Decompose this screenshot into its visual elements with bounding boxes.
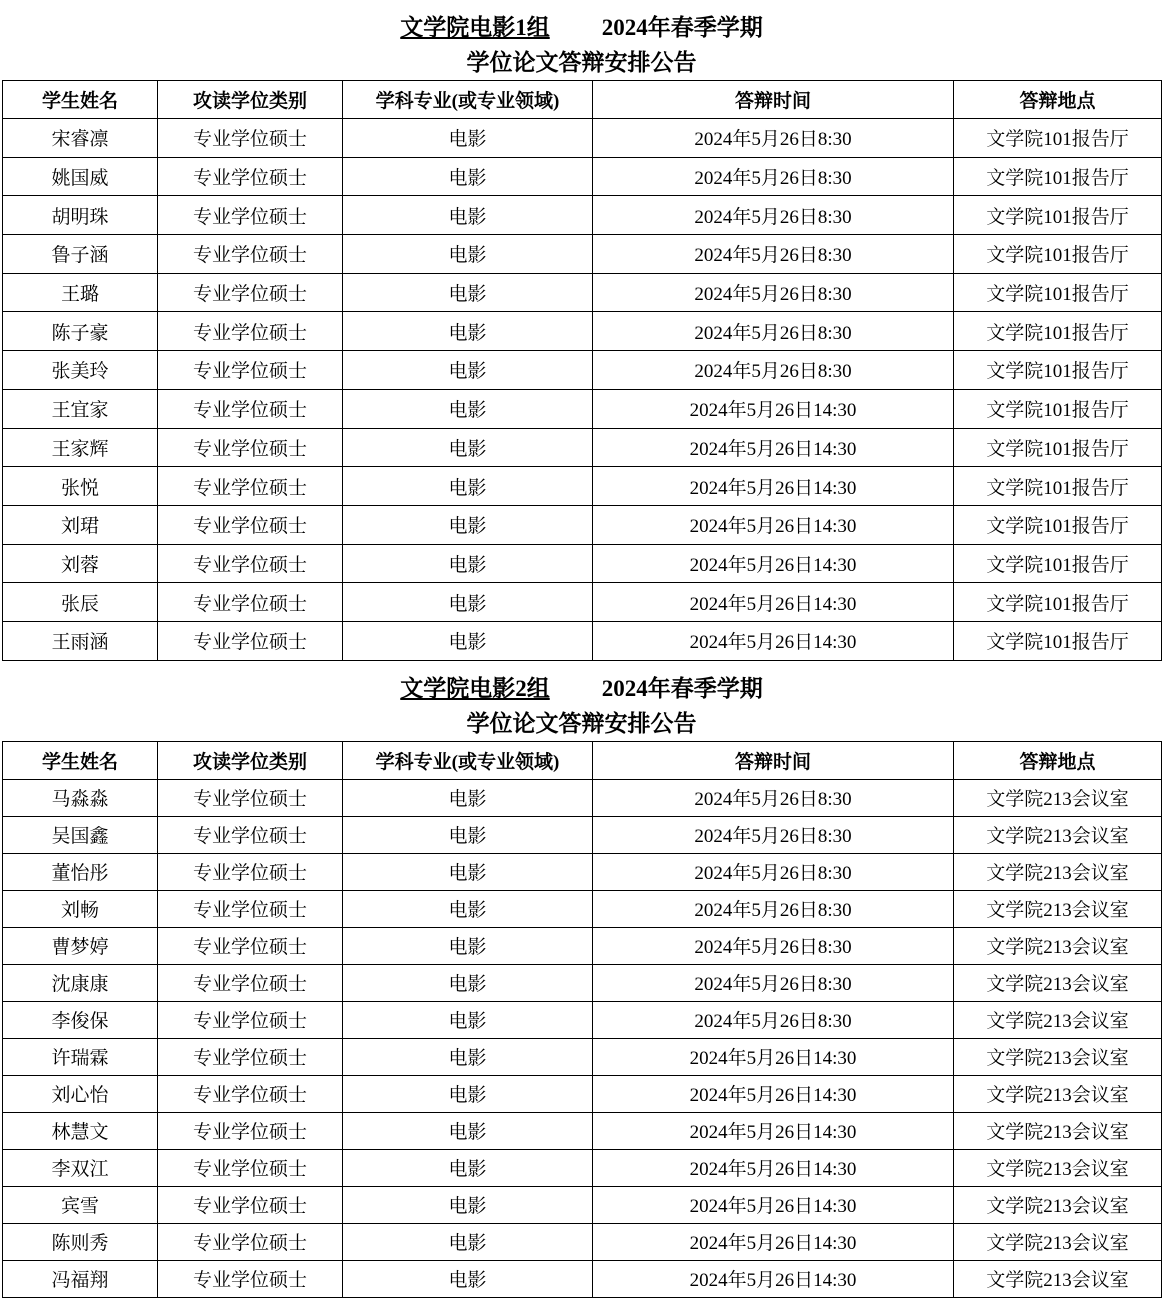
defense-time-cell: 2024年5月26日8:30 xyxy=(593,273,954,312)
defense-location-cell: 文学院101报告厅 xyxy=(954,505,1162,544)
defense-schedule-table-2 xyxy=(2,741,1162,1298)
defense-location-cell: 文学院101报告厅 xyxy=(954,428,1162,467)
degree-type-cell: 专业学位硕士 xyxy=(158,964,343,1001)
defense-location-cell: 文学院101报告厅 xyxy=(954,157,1162,196)
student-name-cell: 冯福翔 xyxy=(3,1260,158,1297)
major-cell: 电影 xyxy=(343,1112,593,1149)
student-name-cell: 刘心怡 xyxy=(3,1075,158,1112)
student-name-cell: 董怡彤 xyxy=(3,853,158,890)
table-row xyxy=(3,1186,1162,1223)
student-name-cell: 鲁子涵 xyxy=(3,235,158,274)
header-student-name: 学生姓名 xyxy=(3,741,158,779)
header-defense-location: 答辩地点 xyxy=(954,81,1162,119)
major-cell: 电影 xyxy=(343,1223,593,1260)
defense-time-cell: 2024年5月26日14:30 xyxy=(593,1186,954,1223)
major-cell: 电影 xyxy=(343,157,593,196)
defense-location-cell: 文学院101报告厅 xyxy=(954,621,1162,660)
major-cell: 电影 xyxy=(343,312,593,351)
major-cell: 电影 xyxy=(343,964,593,1001)
defense-time-cell: 2024年5月26日8:30 xyxy=(593,312,954,351)
degree-type-cell: 专业学位硕士 xyxy=(158,1075,343,1112)
announcement-title-2 xyxy=(0,661,1163,741)
table-row xyxy=(3,351,1162,390)
degree-type-cell: 专业学位硕士 xyxy=(158,853,343,890)
header-defense-time: 答辩时间 xyxy=(593,741,954,779)
student-name-cell: 刘珺 xyxy=(3,505,158,544)
student-name-cell: 宾雪 xyxy=(3,1186,158,1223)
group-name: 文学院电影1组 xyxy=(400,15,550,40)
defense-time-cell: 2024年5月26日14:30 xyxy=(593,583,954,622)
table-row xyxy=(3,890,1162,927)
student-name-cell: 陈子豪 xyxy=(3,312,158,351)
table-row xyxy=(3,157,1162,196)
defense-location-cell: 文学院213会议室 xyxy=(954,1038,1162,1075)
major-cell: 电影 xyxy=(343,1038,593,1075)
major-cell: 电影 xyxy=(343,890,593,927)
defense-location-cell: 文学院213会议室 xyxy=(954,1149,1162,1186)
table-row xyxy=(3,1260,1162,1297)
degree-type-cell: 专业学位硕士 xyxy=(158,157,343,196)
degree-type-cell: 专业学位硕士 xyxy=(158,196,343,235)
table-row xyxy=(3,467,1162,506)
student-name-cell: 陈则秀 xyxy=(3,1223,158,1260)
degree-type-cell: 专业学位硕士 xyxy=(158,1001,343,1038)
table-row xyxy=(3,927,1162,964)
major-cell: 电影 xyxy=(343,1260,593,1297)
table-row xyxy=(3,119,1162,158)
header-degree-type: 攻读学位类别 xyxy=(158,741,343,779)
header-defense-location: 答辩地点 xyxy=(954,741,1162,779)
title-line-2: 学位论文答辩安排公告 xyxy=(466,50,697,75)
major-cell: 电影 xyxy=(343,467,593,506)
defense-time-cell: 2024年5月26日8:30 xyxy=(593,196,954,235)
table-row xyxy=(3,544,1162,583)
defense-location-cell: 文学院101报告厅 xyxy=(954,235,1162,274)
major-cell: 电影 xyxy=(343,389,593,428)
defense-time-cell: 2024年5月26日14:30 xyxy=(593,389,954,428)
major-cell: 电影 xyxy=(343,235,593,274)
table-row xyxy=(3,621,1162,660)
degree-type-cell: 专业学位硕士 xyxy=(158,505,343,544)
degree-type-cell: 专业学位硕士 xyxy=(158,1260,343,1297)
student-name-cell: 张辰 xyxy=(3,583,158,622)
student-name-cell: 王宜家 xyxy=(3,389,158,428)
major-cell: 电影 xyxy=(343,927,593,964)
degree-type-cell: 专业学位硕士 xyxy=(158,467,343,506)
student-name-cell: 姚国威 xyxy=(3,157,158,196)
major-cell: 电影 xyxy=(343,621,593,660)
table-row xyxy=(3,1112,1162,1149)
degree-type-cell: 专业学位硕士 xyxy=(158,119,343,158)
degree-type-cell: 专业学位硕士 xyxy=(158,583,343,622)
student-name-cell: 沈康康 xyxy=(3,964,158,1001)
student-name-cell: 李双江 xyxy=(3,1149,158,1186)
table-row xyxy=(3,583,1162,622)
defense-location-cell: 文学院101报告厅 xyxy=(954,583,1162,622)
defense-time-cell: 2024年5月26日8:30 xyxy=(593,157,954,196)
table-row xyxy=(3,1075,1162,1112)
major-cell: 电影 xyxy=(343,1075,593,1112)
degree-type-cell: 专业学位硕士 xyxy=(158,816,343,853)
defense-time-cell: 2024年5月26日14:30 xyxy=(593,1038,954,1075)
defense-time-cell: 2024年5月26日8:30 xyxy=(593,1001,954,1038)
defense-location-cell: 文学院213会议室 xyxy=(954,890,1162,927)
table-row xyxy=(3,853,1162,890)
table-row xyxy=(3,273,1162,312)
group-name: 文学院电影2组 xyxy=(400,675,550,701)
defense-time-cell: 2024年5月26日8:30 xyxy=(593,351,954,390)
student-name-cell: 马淼淼 xyxy=(3,779,158,816)
degree-type-cell: 专业学位硕士 xyxy=(158,1038,343,1075)
degree-type-cell: 专业学位硕士 xyxy=(158,235,343,274)
defense-time-cell: 2024年5月26日14:30 xyxy=(593,1223,954,1260)
defense-location-cell: 文学院213会议室 xyxy=(954,927,1162,964)
table-row xyxy=(3,1223,1162,1260)
table-row xyxy=(3,1001,1162,1038)
major-cell: 电影 xyxy=(343,1186,593,1223)
defense-location-cell: 文学院101报告厅 xyxy=(954,389,1162,428)
major-cell: 电影 xyxy=(343,1149,593,1186)
defense-time-cell: 2024年5月26日8:30 xyxy=(593,890,954,927)
defense-time-cell: 2024年5月26日8:30 xyxy=(593,964,954,1001)
defense-time-cell: 2024年5月26日14:30 xyxy=(593,505,954,544)
table-row xyxy=(3,1149,1162,1186)
major-cell: 电影 xyxy=(343,544,593,583)
header-defense-time: 答辩时间 xyxy=(593,81,954,119)
defense-location-cell: 文学院101报告厅 xyxy=(954,467,1162,506)
student-name-cell: 胡明珠 xyxy=(3,196,158,235)
student-name-cell: 李俊保 xyxy=(3,1001,158,1038)
table-row xyxy=(3,505,1162,544)
defense-location-cell: 文学院213会议室 xyxy=(954,816,1162,853)
header-major: 学科专业(或专业领域) xyxy=(343,741,593,779)
degree-type-cell: 专业学位硕士 xyxy=(158,621,343,660)
degree-type-cell: 专业学位硕士 xyxy=(158,351,343,390)
degree-type-cell: 专业学位硕士 xyxy=(158,779,343,816)
degree-type-cell: 专业学位硕士 xyxy=(158,1149,343,1186)
degree-type-cell: 专业学位硕士 xyxy=(158,890,343,927)
degree-type-cell: 专业学位硕士 xyxy=(158,1186,343,1223)
table-row xyxy=(3,235,1162,274)
table-row xyxy=(3,389,1162,428)
defense-time-cell: 2024年5月26日8:30 xyxy=(593,853,954,890)
major-cell: 电影 xyxy=(343,428,593,467)
degree-type-cell: 专业学位硕士 xyxy=(158,1112,343,1149)
table-row xyxy=(3,816,1162,853)
title-line-1 xyxy=(0,661,1163,707)
student-name-cell: 张悦 xyxy=(3,467,158,506)
student-name-cell: 刘蓉 xyxy=(3,544,158,583)
student-name-cell: 刘畅 xyxy=(3,890,158,927)
degree-type-cell: 专业学位硕士 xyxy=(158,927,343,964)
defense-location-cell: 文学院213会议室 xyxy=(954,1186,1162,1223)
title-line-2: 学位论文答辩安排公告 xyxy=(466,710,697,736)
title-line-1 xyxy=(0,0,1163,46)
defense-location-cell: 文学院101报告厅 xyxy=(954,312,1162,351)
major-cell: 电影 xyxy=(343,505,593,544)
header-major: 学科专业(或专业领域) xyxy=(343,81,593,119)
major-cell: 电影 xyxy=(343,1001,593,1038)
major-cell: 电影 xyxy=(343,779,593,816)
student-name-cell: 王璐 xyxy=(3,273,158,312)
defense-location-cell: 文学院101报告厅 xyxy=(954,351,1162,390)
semester-label: 2024年春季学期 xyxy=(601,15,763,40)
student-name-cell: 王家辉 xyxy=(3,428,158,467)
defense-time-cell: 2024年5月26日14:30 xyxy=(593,1112,954,1149)
degree-type-cell: 专业学位硕士 xyxy=(158,273,343,312)
student-name-cell: 吴国鑫 xyxy=(3,816,158,853)
degree-type-cell: 专业学位硕士 xyxy=(158,312,343,351)
student-name-cell: 林慧文 xyxy=(3,1112,158,1149)
defense-time-cell: 2024年5月26日14:30 xyxy=(593,1149,954,1186)
semester-label: 2024年春季学期 xyxy=(601,675,763,701)
defense-location-cell: 文学院213会议室 xyxy=(954,1001,1162,1038)
defense-time-cell: 2024年5月26日14:30 xyxy=(593,1260,954,1297)
student-name-cell: 张美玲 xyxy=(3,351,158,390)
table-row xyxy=(3,964,1162,1001)
degree-type-cell: 专业学位硕士 xyxy=(158,1223,343,1260)
table-row xyxy=(3,196,1162,235)
defense-location-cell: 文学院101报告厅 xyxy=(954,273,1162,312)
defense-location-cell: 文学院213会议室 xyxy=(954,1075,1162,1112)
major-cell: 电影 xyxy=(343,351,593,390)
student-name-cell: 许瑞霖 xyxy=(3,1038,158,1075)
major-cell: 电影 xyxy=(343,853,593,890)
major-cell: 电影 xyxy=(343,583,593,622)
major-cell: 电影 xyxy=(343,196,593,235)
major-cell: 电影 xyxy=(343,816,593,853)
table-row xyxy=(3,779,1162,816)
defense-location-cell: 文学院101报告厅 xyxy=(954,544,1162,583)
degree-type-cell: 专业学位硕士 xyxy=(158,544,343,583)
defense-time-cell: 2024年5月26日14:30 xyxy=(593,544,954,583)
degree-type-cell: 专业学位硕士 xyxy=(158,428,343,467)
table-row xyxy=(3,1038,1162,1075)
defense-time-cell: 2024年5月26日14:30 xyxy=(593,1075,954,1112)
defense-time-cell: 2024年5月26日8:30 xyxy=(593,816,954,853)
defense-location-cell: 文学院213会议室 xyxy=(954,1260,1162,1297)
defense-time-cell: 2024年5月26日8:30 xyxy=(593,927,954,964)
defense-time-cell: 2024年5月26日8:30 xyxy=(593,119,954,158)
major-cell: 电影 xyxy=(343,273,593,312)
defense-location-cell: 文学院213会议室 xyxy=(954,1223,1162,1260)
defense-time-cell: 2024年5月26日14:30 xyxy=(593,621,954,660)
table-row xyxy=(3,428,1162,467)
defense-location-cell: 文学院213会议室 xyxy=(954,779,1162,816)
student-name-cell: 王雨涵 xyxy=(3,621,158,660)
student-name-cell: 曹梦婷 xyxy=(3,927,158,964)
student-name-cell: 宋睿凛 xyxy=(3,119,158,158)
defense-location-cell: 文学院213会议室 xyxy=(954,964,1162,1001)
header-student-name: 学生姓名 xyxy=(3,81,158,119)
defense-time-cell: 2024年5月26日14:30 xyxy=(593,428,954,467)
major-cell: 电影 xyxy=(343,119,593,158)
defense-location-cell: 文学院213会议室 xyxy=(954,853,1162,890)
defense-time-cell: 2024年5月26日8:30 xyxy=(593,779,954,816)
announcement-title-1 xyxy=(0,0,1163,80)
degree-type-cell: 专业学位硕士 xyxy=(158,389,343,428)
defense-location-cell: 文学院101报告厅 xyxy=(954,196,1162,235)
defense-location-cell: 文学院213会议室 xyxy=(954,1112,1162,1149)
header-degree-type: 攻读学位类别 xyxy=(158,81,343,119)
defense-schedule-table-1 xyxy=(2,80,1162,661)
header-row xyxy=(3,741,1162,779)
defense-time-cell: 2024年5月26日14:30 xyxy=(593,467,954,506)
defense-time-cell: 2024年5月26日8:30 xyxy=(593,235,954,274)
defense-location-cell: 文学院101报告厅 xyxy=(954,119,1162,158)
header-row xyxy=(3,81,1162,119)
table-row xyxy=(3,312,1162,351)
